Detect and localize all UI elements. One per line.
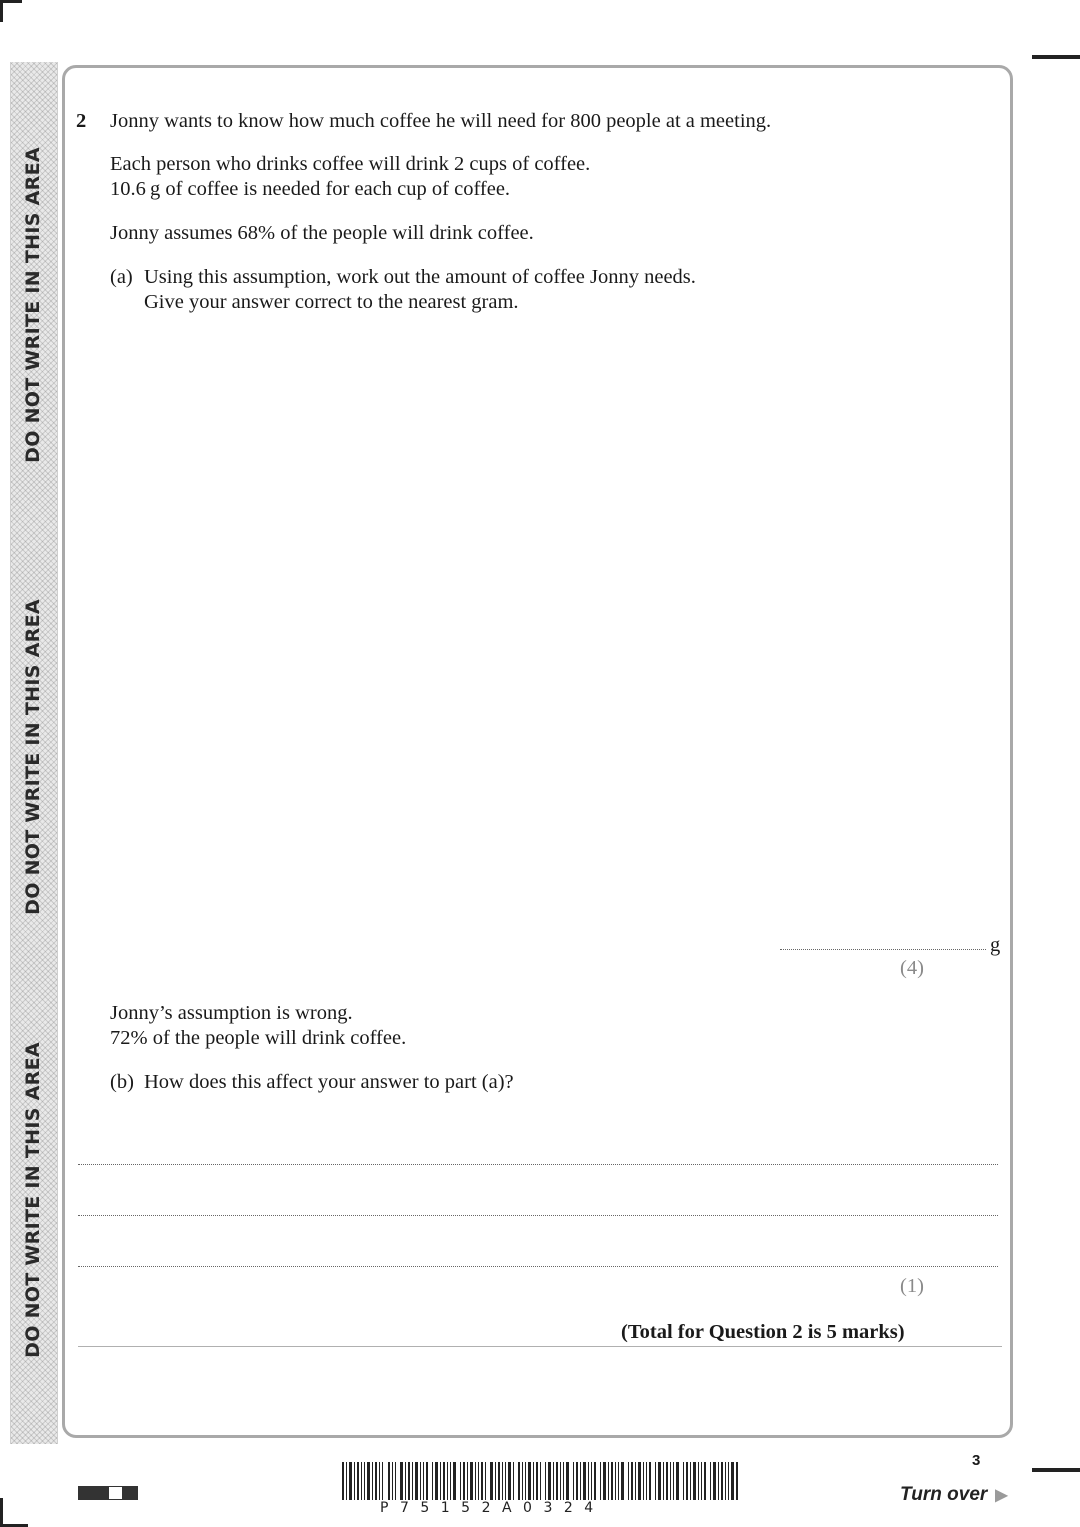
question-number: 2 <box>76 110 87 132</box>
do-not-write-label-2: DO NOT WRITE IN THIS AREA <box>22 599 44 915</box>
question-assumption: Jonny assumes 68% of the people will drink coffee. <box>110 222 534 244</box>
marker-square-3 <box>108 1486 123 1500</box>
part-b-answer-line-1[interactable] <box>78 1164 998 1165</box>
part-b-text: How does this affect your answer to part (a)? <box>144 1071 514 1093</box>
question-intro: Jonny wants to know how much coffee he will need for 800 people at a meeting. <box>110 110 772 132</box>
part-a-label: (a) <box>110 266 133 288</box>
question-total: (Total for Question 2 is 5 marks) <box>621 1321 905 1343</box>
part-b-answer-line-3[interactable] <box>78 1266 998 1267</box>
part-a-unit: g <box>990 934 1001 956</box>
page-number: 3 <box>972 1452 981 1469</box>
marker-square-4 <box>123 1486 138 1500</box>
turn-over[interactable] <box>900 1484 1008 1506</box>
play-arrow-icon: ▶ <box>995 1487 1008 1504</box>
crop-mark-top-right <box>1032 55 1080 59</box>
barcode-text: P75152A0324 <box>380 1500 605 1516</box>
part-b-marks: (1) <box>900 1275 924 1297</box>
turn-over-label: Turn over <box>900 1484 988 1505</box>
crop-mark-bottom-right <box>1032 1468 1080 1472</box>
wrong-assumption-line-1: Jonny’s assumption is wrong. <box>110 1002 353 1024</box>
part-a-line-2: Give your answer correct to the nearest gram. <box>144 291 519 313</box>
part-a-line-1: Using this assumption, work out the amount of coffee Jonny needs. <box>144 266 696 288</box>
question-line-cups: Each person who drinks coffee will drink 2 cups of coffee. <box>110 153 591 175</box>
marker-square-2 <box>93 1486 108 1500</box>
wrong-assumption-line-2: 72% of the people will drink coffee. <box>110 1027 407 1049</box>
crop-mark-top-left <box>0 0 3 22</box>
question-line-grams: 10.6 g of coffee is needed for each cup of coffee. <box>110 178 511 200</box>
page-marker-squares <box>78 1486 138 1500</box>
do-not-write-label-3: DO NOT WRITE IN THIS AREA <box>22 1042 44 1358</box>
part-a-marks: (4) <box>900 957 924 979</box>
part-a-answer-line[interactable] <box>780 949 986 950</box>
part-b-label: (b) <box>110 1071 134 1093</box>
crop-mark-bottom-left <box>0 1498 3 1527</box>
marker-square-1 <box>78 1486 93 1500</box>
part-b-answer-line-2[interactable] <box>78 1215 998 1216</box>
crop-mark-top-left-h <box>0 0 22 3</box>
barcode <box>342 1462 738 1500</box>
do-not-write-label-1: DO NOT WRITE IN THIS AREA <box>22 147 44 463</box>
question-divider <box>78 1346 1002 1347</box>
